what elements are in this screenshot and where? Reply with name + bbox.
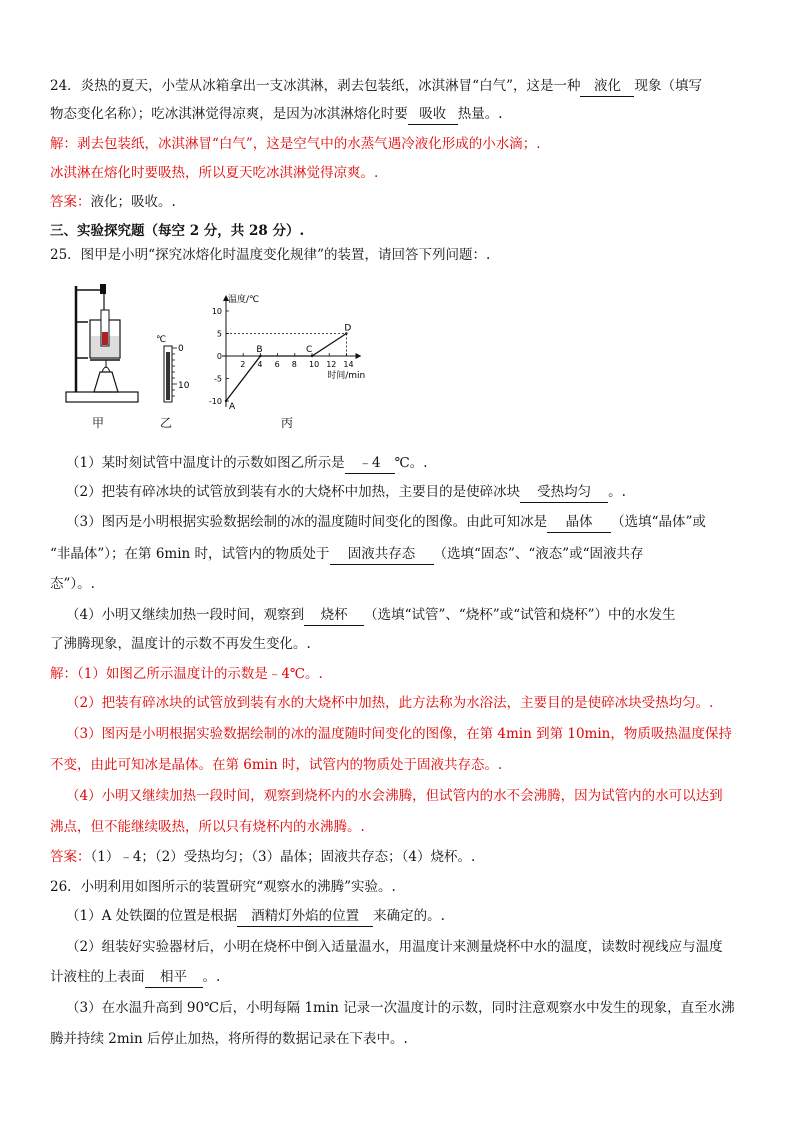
y-tick-label: 5 [216, 329, 222, 339]
q25-solution-1: 解：（1）如图乙所示温度计的示数是﹣4℃。. [50, 666, 323, 682]
q26-part1: （1）A 处铁圈的位置是根据 酒精灯外焰的位置 来确定的。. [66, 906, 766, 927]
answer-blank: 相平 [145, 967, 203, 988]
q24-solution-1: 解：剥去包装纸，冰淇淋冒“白气”，这是空气中的水蒸气遇冷液化形成的小水滴；. [50, 136, 541, 152]
figure-label-bing: 丙 [281, 416, 294, 430]
q25-solution-2: （2）把装有碎冰块的试管放到装有水的大烧杯中加热，此方法称为水浴法，主要目的是使碎冰块受热均匀。. [66, 695, 714, 711]
q25-solution-4a: （4）小明又继续加热一段时间，观察到烧杯内的水会沸腾，但试管内的水不会沸腾，因为试管内的水可以达到 [66, 788, 723, 804]
q26-part2-line2: 计液柱的上表面 相平 。. [50, 967, 750, 988]
answer-blank: 固液共存态 [330, 544, 434, 565]
x-tick-label: 10 [309, 360, 320, 369]
y-tick-label: 0 [216, 352, 222, 361]
q25-title: 25．图甲是小明“探究冰熔化时温度变化规律”的装置，请回答下列问题：. [50, 247, 491, 263]
answer-blank: 受热均匀 [520, 482, 608, 503]
q25-part3-line1: （3）图丙是小明根据实验数据绘制的冰的温度随时间变化的图像。由此可知冰是 晶体 （选填“晶体”或 [66, 512, 766, 533]
x-tick-label: 8 [291, 360, 297, 369]
answer-blank: ﹣4 [345, 453, 395, 474]
x-axis-label: 时间/min [327, 371, 366, 381]
answer-blank: 烧杯 [304, 605, 364, 626]
y-tick-label: -10 [208, 397, 222, 406]
y-tick-label: 10 [211, 307, 222, 316]
q24-answer: 答案：液化；吸收。. [50, 194, 176, 210]
figure-label-yi: 乙 [160, 416, 173, 430]
thermometer-unit: ℃ [156, 335, 167, 345]
data-point-b [259, 355, 261, 357]
q26-title: 26．小明利用如图所示的装置研究“观察水的沸腾”实验。. [50, 879, 396, 895]
section-heading: 三、实验探究题（每空 2 分，共 28 分）. [50, 223, 305, 239]
q25-part4-line2: 了沸腾现象，温度计的示数不再发生变化。. [50, 636, 311, 652]
data-point-a [225, 400, 227, 402]
figure-label-jia: 甲 [92, 416, 105, 430]
q24-line2: 物态变化名称）；吃冰淇淋觉得凉爽，是因为冰淇淋熔化时要 吸收 热量。. [50, 104, 750, 125]
q25-part2: （2）把装有碎冰块的试管放到装有水的大烧杯中加热，主要目的是使碎冰块 受热均匀 。. [66, 482, 766, 503]
point-label-a: A [229, 402, 236, 412]
q25-solution-3b: 不变，由此可知冰是晶体。在第 6min 时，试管内的物质处于固液共存态。. [50, 757, 503, 773]
data-point-c [311, 355, 313, 357]
q25-part1: （1）某时刻试管中温度计的示数如图乙所示是 ﹣4 ℃。. [66, 453, 766, 474]
q25-answer: 答案：（1）﹣4；（2）受热均匀；（3）晶体；固液共存态；（4）烧杯。. [50, 849, 476, 865]
x-tick-label: 12 [326, 360, 337, 369]
answer-blank: 液化 [580, 76, 634, 97]
x-tick-label: 14 [343, 360, 354, 369]
y-axis-label: 温度/℃ [228, 295, 260, 305]
q24-solution-2: 冰淇淋在熔化时要吸热，所以夏天吃冰淇淋觉得凉爽。. [50, 165, 379, 181]
thermometer-figure [150, 332, 190, 404]
q25-solution-4b: 沸点，但不能继续吸热，所以只有烧杯内的水沸腾。. [50, 819, 365, 835]
q25-part3-line2: “非晶体”）；在第 6min 时，试管内的物质处于 固液共存态 （选填“固态”、“液态”或“固液共存 [50, 544, 750, 565]
apparatus-figure [64, 280, 142, 406]
q25-solution-3a: （3）图丙是小明根据实验数据绘制的冰的温度随时间变化的图像，在第 4min 到第 10min，物质吸热温度保持 [66, 726, 732, 742]
point-label-c: C [306, 345, 313, 355]
y-tick-label: -5 [214, 374, 222, 384]
x-tick-label: 6 [274, 360, 280, 369]
thermometer-tick-10: 10 [178, 381, 190, 391]
point-label-d: D [344, 323, 352, 334]
x-tick-label: 2 [240, 360, 246, 369]
point-label-b: B [256, 345, 263, 355]
q24-line1: 24．炎热的夏天，小莹从冰箱拿出一支冰淇淋，剥去包装纸，冰淇淋冒“白气”，这是一种 液化 现象（填写 [50, 76, 750, 97]
answer-blank: 酒精灯外焰的位置 [237, 906, 373, 927]
thermometer-tick-0: 0 [178, 344, 184, 354]
answer-blank: 晶体 [547, 512, 611, 533]
temperature-time-chart [196, 288, 366, 412]
q26-part3-line2: 腾并持续 2min 后停止加热，将所得的数据记录在下表中。. [50, 1031, 408, 1047]
q26-part2-line1: （2）组装好实验器材后，小明在烧杯中倒入适量温水，用温度计来测量烧杯中水的温度，读数时视线应与温度 [66, 939, 723, 955]
q26-part3-line1: （3）在水温升高到 90℃后，小明每隔 1min 记录一次温度计的示数，同时注意观察水中发生的现象，直至水沸 [66, 1000, 735, 1016]
x-tick-label: 4 [257, 360, 263, 369]
q25-part4-line1: （4）小明又继续加热一段时间，观察到 烧杯 （选填“试管”、“烧杯”或“试管和烧杯”）中的水发生 [66, 605, 766, 626]
answer-blank: 吸收 [408, 104, 458, 125]
q25-part3-line3: 态”）。. [50, 576, 95, 592]
